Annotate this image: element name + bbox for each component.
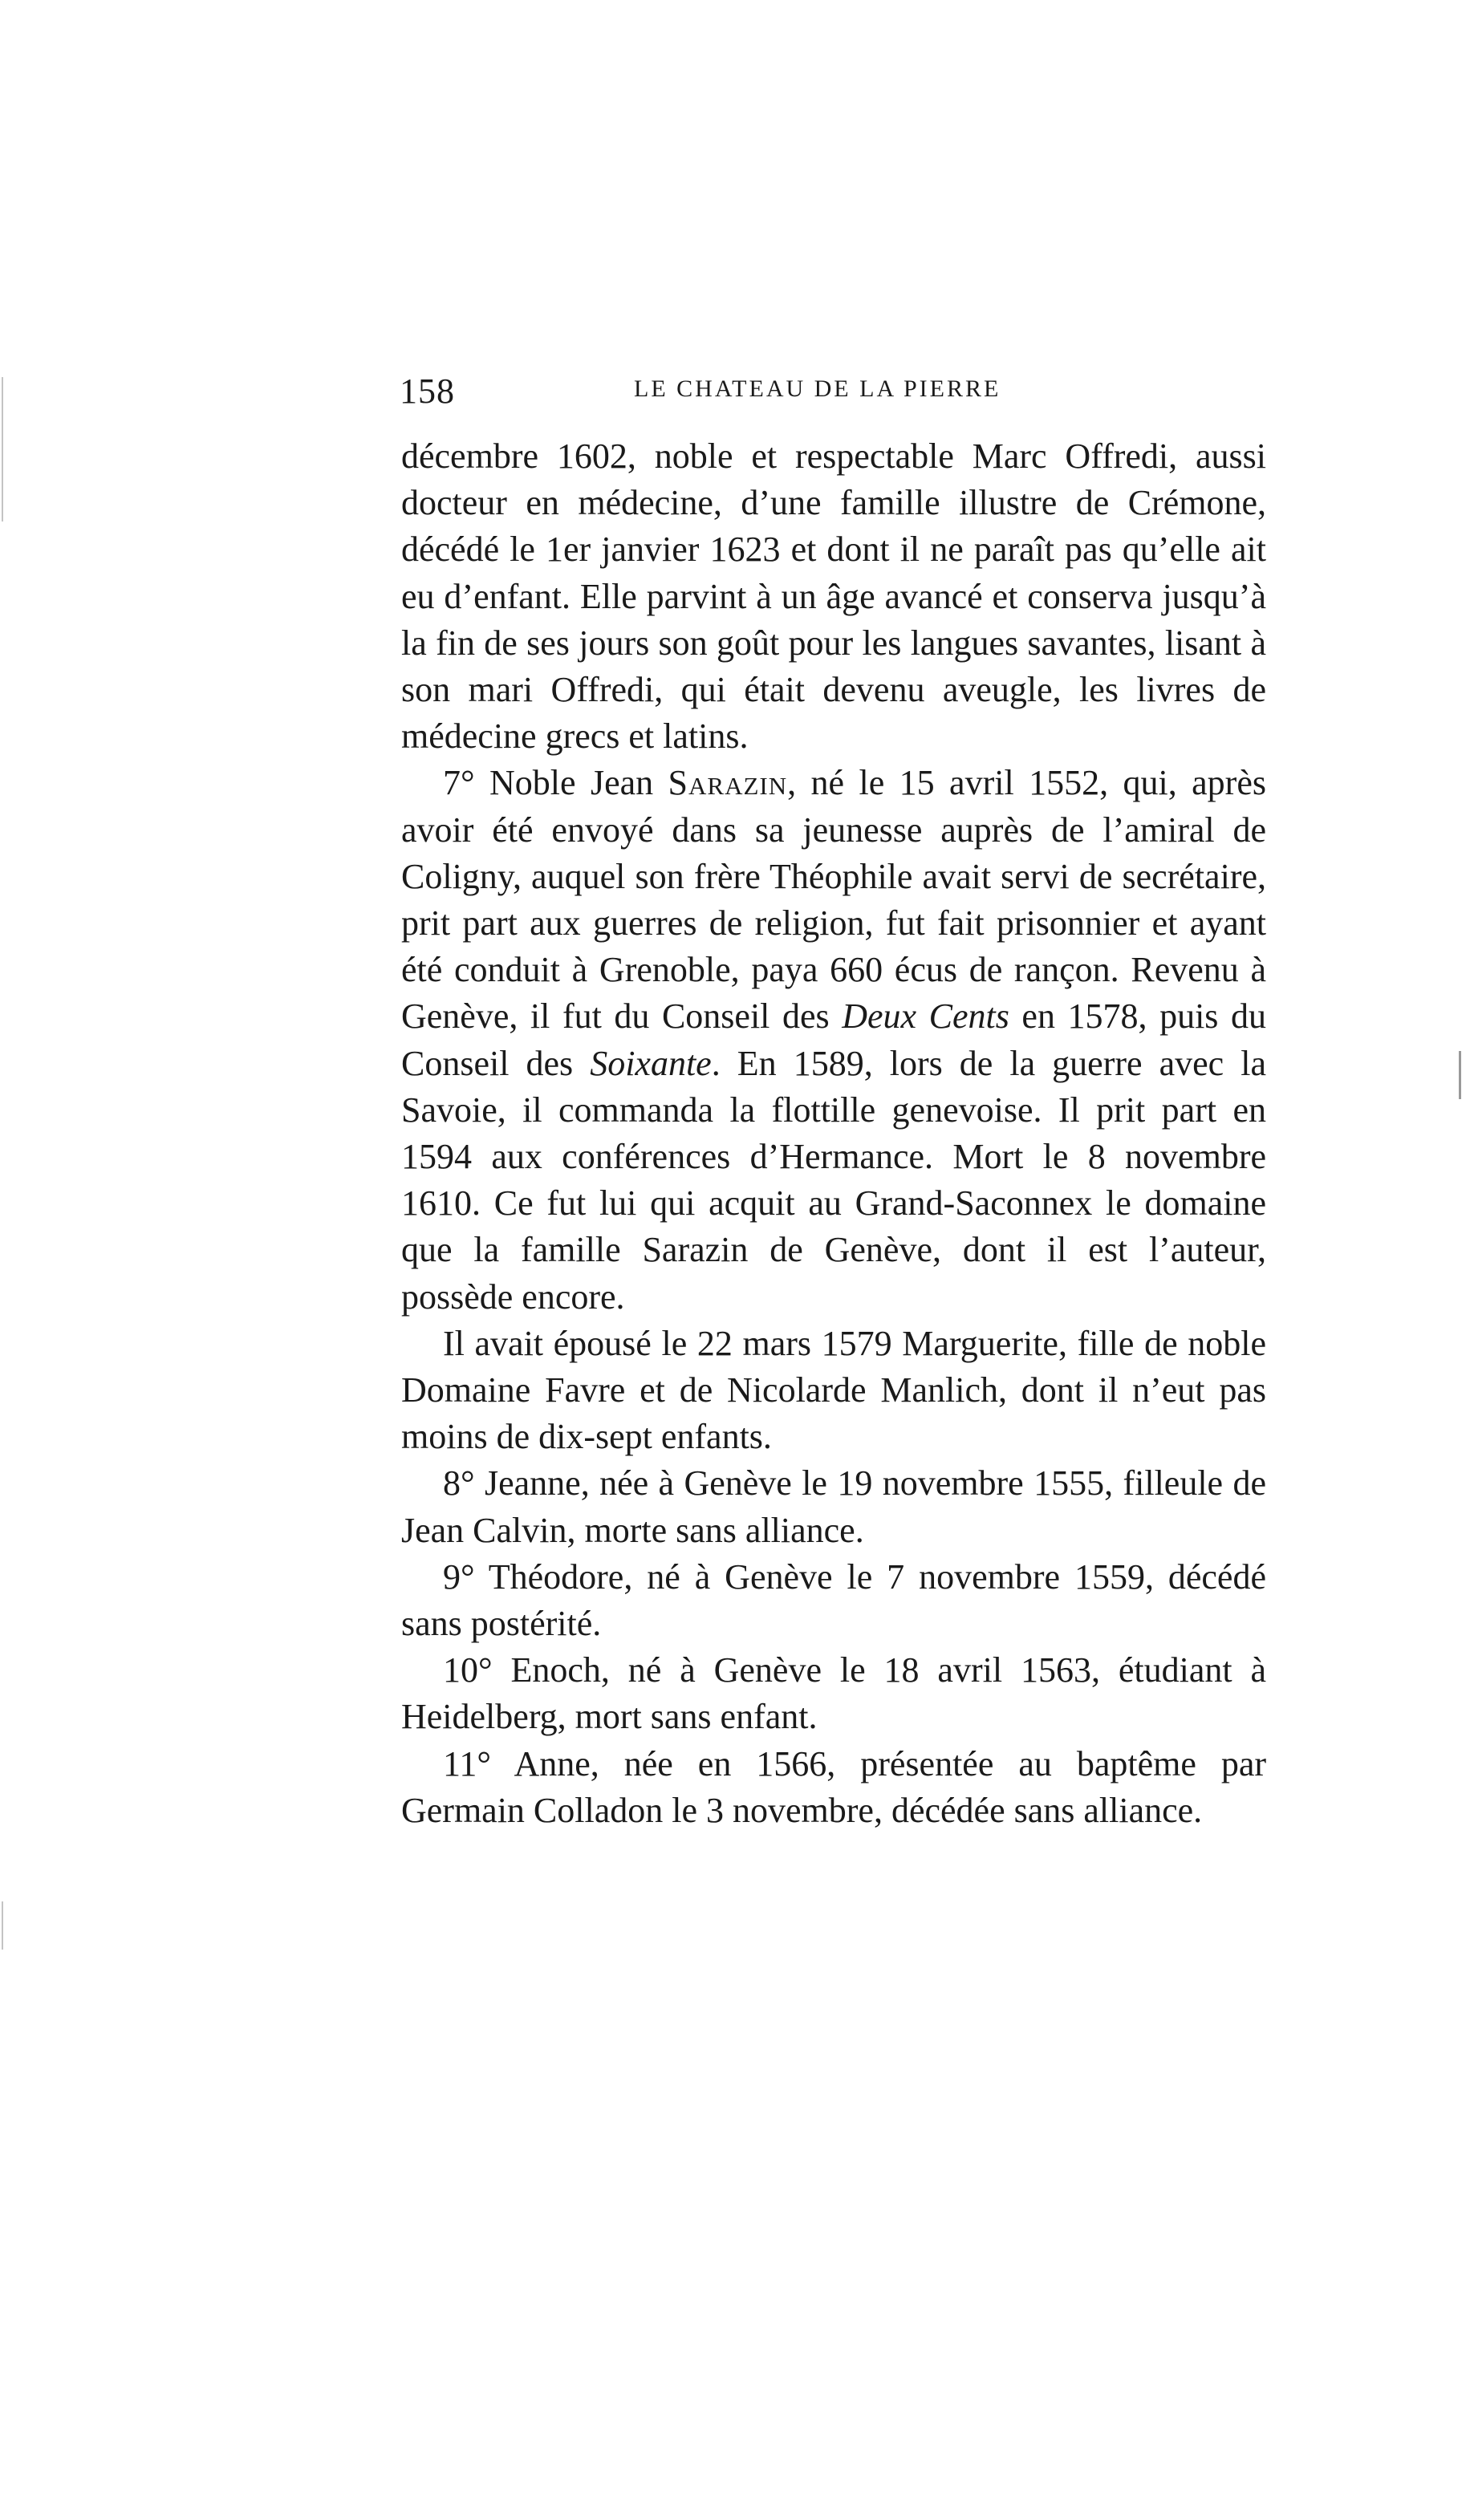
paragraph-item-11: 11° Anne, née en 1566, présentée au baptême par Germain Colladon le 3 novembre, décédée sans alliance. — [401, 1743, 1266, 1830]
scan-margin-mark — [2, 377, 3, 521]
italic-term: Deux Cents — [842, 996, 1009, 1037]
italic-term: Soixante — [590, 1043, 712, 1083]
paragraph-item-8: 8° Jeanne, née à Genève le 19 novembre 1555, filleule de Jean Calvin, morte sans alliance. — [401, 1463, 1266, 1550]
text-run: en 1578, puis du Conseil des — [401, 996, 1266, 1083]
text-run: , né le 15 avril 1552, qui, après avoir été envoyé dans sa jeunesse auprès de l’amiral de Coligny, auquel son frère Théophile avait servi de secrétaire, prit part aux guerres de religion, fut fait prisonnier et ayant été conduit à Grenoble, paya 660 écus de rançon. Revenu à Genève, il fut du Conseil des — [401, 763, 1266, 1037]
scan-margin-mark — [1459, 1051, 1461, 1099]
paragraph-marriage: Il avait épousé le 22 mars 1579 Marguerite, fille de noble Domaine Favre et de Nicolarde Manlich, dont il n’eut pas moins de dix-sept enfants. — [401, 1323, 1266, 1457]
page-header — [400, 371, 1266, 419]
text-run: 7° Noble Jean — [443, 763, 668, 803]
text-run: . En 1589, lors de la guerre avec la Savoie, il commanda la flottille genevoise. Il prit part en 1594 aux conférences d’Hermance. Mort le 8 novembre 1610. Ce fut lui qui acquit au Grand-Saconnex le domaine que la famille Sarazin de Genève, dont il est l’auteur, possède encore. — [401, 1043, 1266, 1317]
paragraph-item-7 — [401, 760, 1266, 1320]
paragraph-item-9: 9° Théodore, né à Genève le 7 novembre 1559, décédé sans postérité. — [401, 1556, 1266, 1644]
paragraph-continued: décembre 1602, noble et respectable Marc Offredi, aussi docteur en médecine, d’une famille illustre de Crémone, décédé le 1er janvier 1623 et dont il ne paraît pas qu’elle ait eu d’enfant. Elle parvint à un âge avancé et conserva jusqu’à la fin de ses jours son goût pour les langues savantes, lisant à son mari Offredi, qui était devenu aveugle, les livres de médecine grecs et latins. — [401, 436, 1266, 757]
scan-margin-mark — [2, 1901, 3, 1950]
paragraph-item-10: 10° Enoch, né à Genève le 18 avril 1563, étudiant à Heidelberg, mort sans enfant. — [401, 1650, 1266, 1737]
running-title: LE CHATEAU DE LA PIERRE — [634, 375, 1001, 402]
body-text — [401, 433, 1266, 1834]
surname-small-caps: Sarazin — [668, 763, 788, 803]
page-number: 158 — [400, 371, 455, 411]
